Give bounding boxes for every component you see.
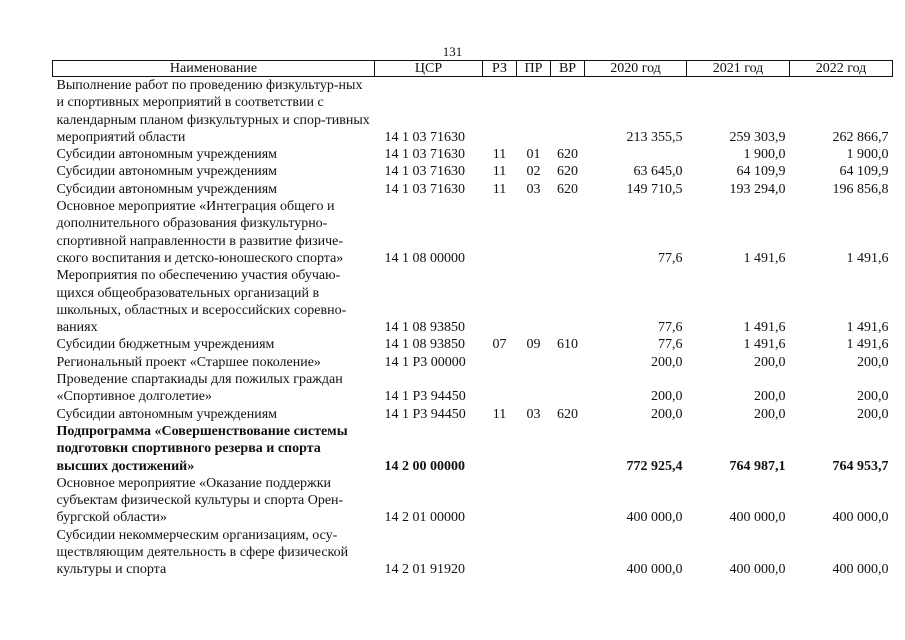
- cell-2020: 400 000,0: [626, 510, 683, 526]
- cell-2020: 200,0: [651, 389, 683, 405]
- cell-2020: 200,0: [651, 354, 683, 370]
- cell-rz: 11: [492, 181, 507, 197]
- cell-csr: 14 2 00 00000: [384, 458, 465, 474]
- table-header: [53, 61, 893, 77]
- header-vr: ВР: [551, 61, 585, 77]
- cell-2022: 764 953,7: [832, 458, 889, 474]
- table-row: [53, 336, 893, 353]
- cell-2021: 200,0: [754, 406, 786, 422]
- cell-2022: 200,0: [857, 354, 889, 370]
- cell-pr: [517, 423, 551, 475]
- header-name: Наименование: [53, 61, 375, 77]
- cell-2022: 196 856,8: [832, 181, 889, 197]
- cell-vr: 610: [557, 337, 578, 353]
- cell-pr: [517, 77, 551, 147]
- cell-2020: 77,6: [658, 320, 683, 336]
- cell-vr: [551, 354, 585, 371]
- table-row: [53, 406, 893, 423]
- cell-rz: 11: [492, 147, 507, 163]
- cell-rz: [483, 423, 517, 475]
- cell-csr: 14 1 03 71630: [384, 181, 465, 197]
- cell-vr: [551, 371, 585, 406]
- budget-table: [52, 60, 893, 579]
- header-2022: 2022 год: [790, 61, 893, 77]
- cell-2022: 1 491,6: [846, 337, 889, 353]
- cell-csr: 14 2 01 00000: [384, 510, 465, 526]
- cell-rz: 11: [492, 164, 507, 180]
- cell-2022: 400 000,0: [832, 562, 889, 578]
- cell-2022: 1 900,0: [846, 147, 889, 163]
- cell-vr: 620: [557, 181, 578, 197]
- cell-2022: 400 000,0: [832, 510, 889, 526]
- cell-name: Субсидии автономным учреждениям: [56, 164, 278, 180]
- cell-rz: [483, 527, 517, 579]
- cell-vr: [551, 527, 585, 579]
- cell-2021: 259 303,9: [729, 129, 786, 145]
- cell-rz: 11: [492, 406, 507, 422]
- cell-name: Основное мероприятие «Интеграция общего и дополнительного образования физкультурно-спортивной направленности в развитие физиче-ского воспитания и детско-юношеского спорта»: [56, 199, 344, 266]
- cell-vr: [551, 77, 585, 147]
- cell-name: Подпрограмма «Совершенствование системы подготовки спортивного резерва и спорта высших достижений»: [56, 423, 348, 474]
- cell-2022: 64 109,9: [839, 164, 889, 180]
- cell-2020: 400 000,0: [626, 562, 683, 578]
- cell-name: Субсидии бюджетным учреждениям: [56, 337, 275, 353]
- cell-2021: 200,0: [754, 354, 786, 370]
- cell-pr: 02: [526, 164, 541, 180]
- cell-csr: 14 1 08 00000: [384, 250, 465, 266]
- cell-2020: 77,6: [658, 337, 683, 353]
- cell-2021: 200,0: [754, 389, 786, 405]
- cell-name: Субсидии некоммерческим организациям, осу-ществляющим деятельность в сфере физической культуры и спорта: [56, 527, 349, 578]
- cell-name: Региональный проект «Старшее поколение»: [56, 354, 321, 370]
- page-number: 131: [442, 44, 463, 59]
- cell-vr: 620: [557, 147, 578, 163]
- cell-2020: 149 710,5: [626, 181, 683, 197]
- cell-rz: [483, 371, 517, 406]
- cell-name: Основное мероприятие «Оказание поддержки субъектам физической культуры и спорта Орен-бургской области»: [56, 475, 344, 526]
- cell-pr: [517, 354, 551, 371]
- cell-vr: 620: [557, 406, 578, 422]
- header-csr: ЦСР: [375, 61, 483, 77]
- cell-name: Субсидии автономным учреждениям: [56, 181, 278, 197]
- cell-pr: [517, 475, 551, 527]
- cell-csr: 14 1 08 93850: [384, 337, 465, 353]
- cell-pr: 03: [526, 406, 541, 422]
- cell-csr: 14 1 P3 94450: [384, 389, 466, 405]
- cell-name: Мероприятия по обеспечению участия обучаю-щихся общеобразовательных организаций в школьных, областных и всероссийских соревно-ваниях: [56, 268, 347, 336]
- cell-rz: 07: [492, 337, 507, 353]
- cell-2020: 63 645,0: [633, 164, 683, 180]
- table-row: [53, 371, 893, 406]
- cell-2021: 1 491,6: [743, 250, 786, 266]
- table-row: [53, 423, 893, 475]
- table-row: [53, 267, 893, 336]
- cell-rz: [483, 77, 517, 147]
- cell-2021: 1 491,6: [743, 337, 786, 353]
- header-2021: 2021 год: [687, 61, 790, 77]
- header-pr: ПР: [517, 61, 551, 77]
- table-body: [53, 77, 893, 579]
- header-2020: 2020 год: [585, 61, 687, 77]
- cell-csr: 14 1 P3 00000: [384, 354, 466, 370]
- cell-csr: 14 1 08 93850: [384, 320, 465, 336]
- cell-vr: 620: [557, 164, 578, 180]
- table-row: [53, 198, 893, 267]
- cell-csr: 14 2 01 91920: [384, 562, 465, 578]
- cell-2022: 262 866,7: [832, 129, 889, 145]
- cell-vr: [551, 267, 585, 336]
- cell-rz: [483, 198, 517, 267]
- cell-2022: 200,0: [857, 406, 889, 422]
- cell-2020: [585, 146, 687, 163]
- cell-pr: [517, 267, 551, 336]
- cell-2020: 772 925,4: [626, 458, 683, 474]
- cell-name: Проведение спартакиады для пожилых граждан «Спортивное долголетие»: [56, 372, 343, 405]
- cell-2021: 764 987,1: [729, 458, 786, 474]
- cell-vr: [551, 198, 585, 267]
- table-row: [53, 181, 893, 198]
- table-row: [53, 77, 893, 147]
- cell-rz: [483, 267, 517, 336]
- cell-pr: [517, 198, 551, 267]
- cell-2020: 200,0: [651, 406, 683, 422]
- cell-pr: [517, 371, 551, 406]
- cell-2021: 400 000,0: [729, 562, 786, 578]
- table-row: [53, 163, 893, 180]
- table-row: [53, 146, 893, 163]
- cell-2020: 77,6: [658, 250, 683, 266]
- cell-2020: 213 355,5: [626, 129, 683, 145]
- cell-name: Субсидии автономным учреждениям: [56, 406, 278, 422]
- cell-csr: 14 1 03 71630: [384, 129, 465, 145]
- cell-pr: 09: [526, 337, 541, 353]
- cell-vr: [551, 475, 585, 527]
- cell-2021: 400 000,0: [729, 510, 786, 526]
- cell-vr: [551, 423, 585, 475]
- table-row: [53, 354, 893, 371]
- table-row: [53, 475, 893, 527]
- cell-csr: 14 1 P3 94450: [384, 406, 466, 422]
- cell-2022: 1 491,6: [846, 320, 889, 336]
- cell-rz: [483, 475, 517, 527]
- cell-pr: 01: [526, 147, 541, 163]
- cell-2022: 200,0: [857, 389, 889, 405]
- header-rz: РЗ: [483, 61, 517, 77]
- cell-pr: [517, 527, 551, 579]
- cell-rz: [483, 354, 517, 371]
- cell-2021: 1 900,0: [743, 147, 786, 163]
- cell-name: Выполнение работ по проведению физкультур-ных и спортивных мероприятий в соответствии с календарным планом физкультурных и спор-тивных мероприятий области: [56, 78, 370, 145]
- cell-2021: 1 491,6: [743, 320, 786, 336]
- cell-csr: 14 1 03 71630: [384, 164, 465, 180]
- cell-pr: 03: [526, 181, 541, 197]
- table-row: [53, 527, 893, 579]
- cell-2022: 1 491,6: [846, 250, 889, 266]
- cell-2021: 193 294,0: [729, 181, 786, 197]
- cell-2021: 64 109,9: [736, 164, 786, 180]
- cell-name: Субсидии автономным учреждениям: [56, 147, 278, 163]
- cell-csr: 14 1 03 71630: [384, 147, 465, 163]
